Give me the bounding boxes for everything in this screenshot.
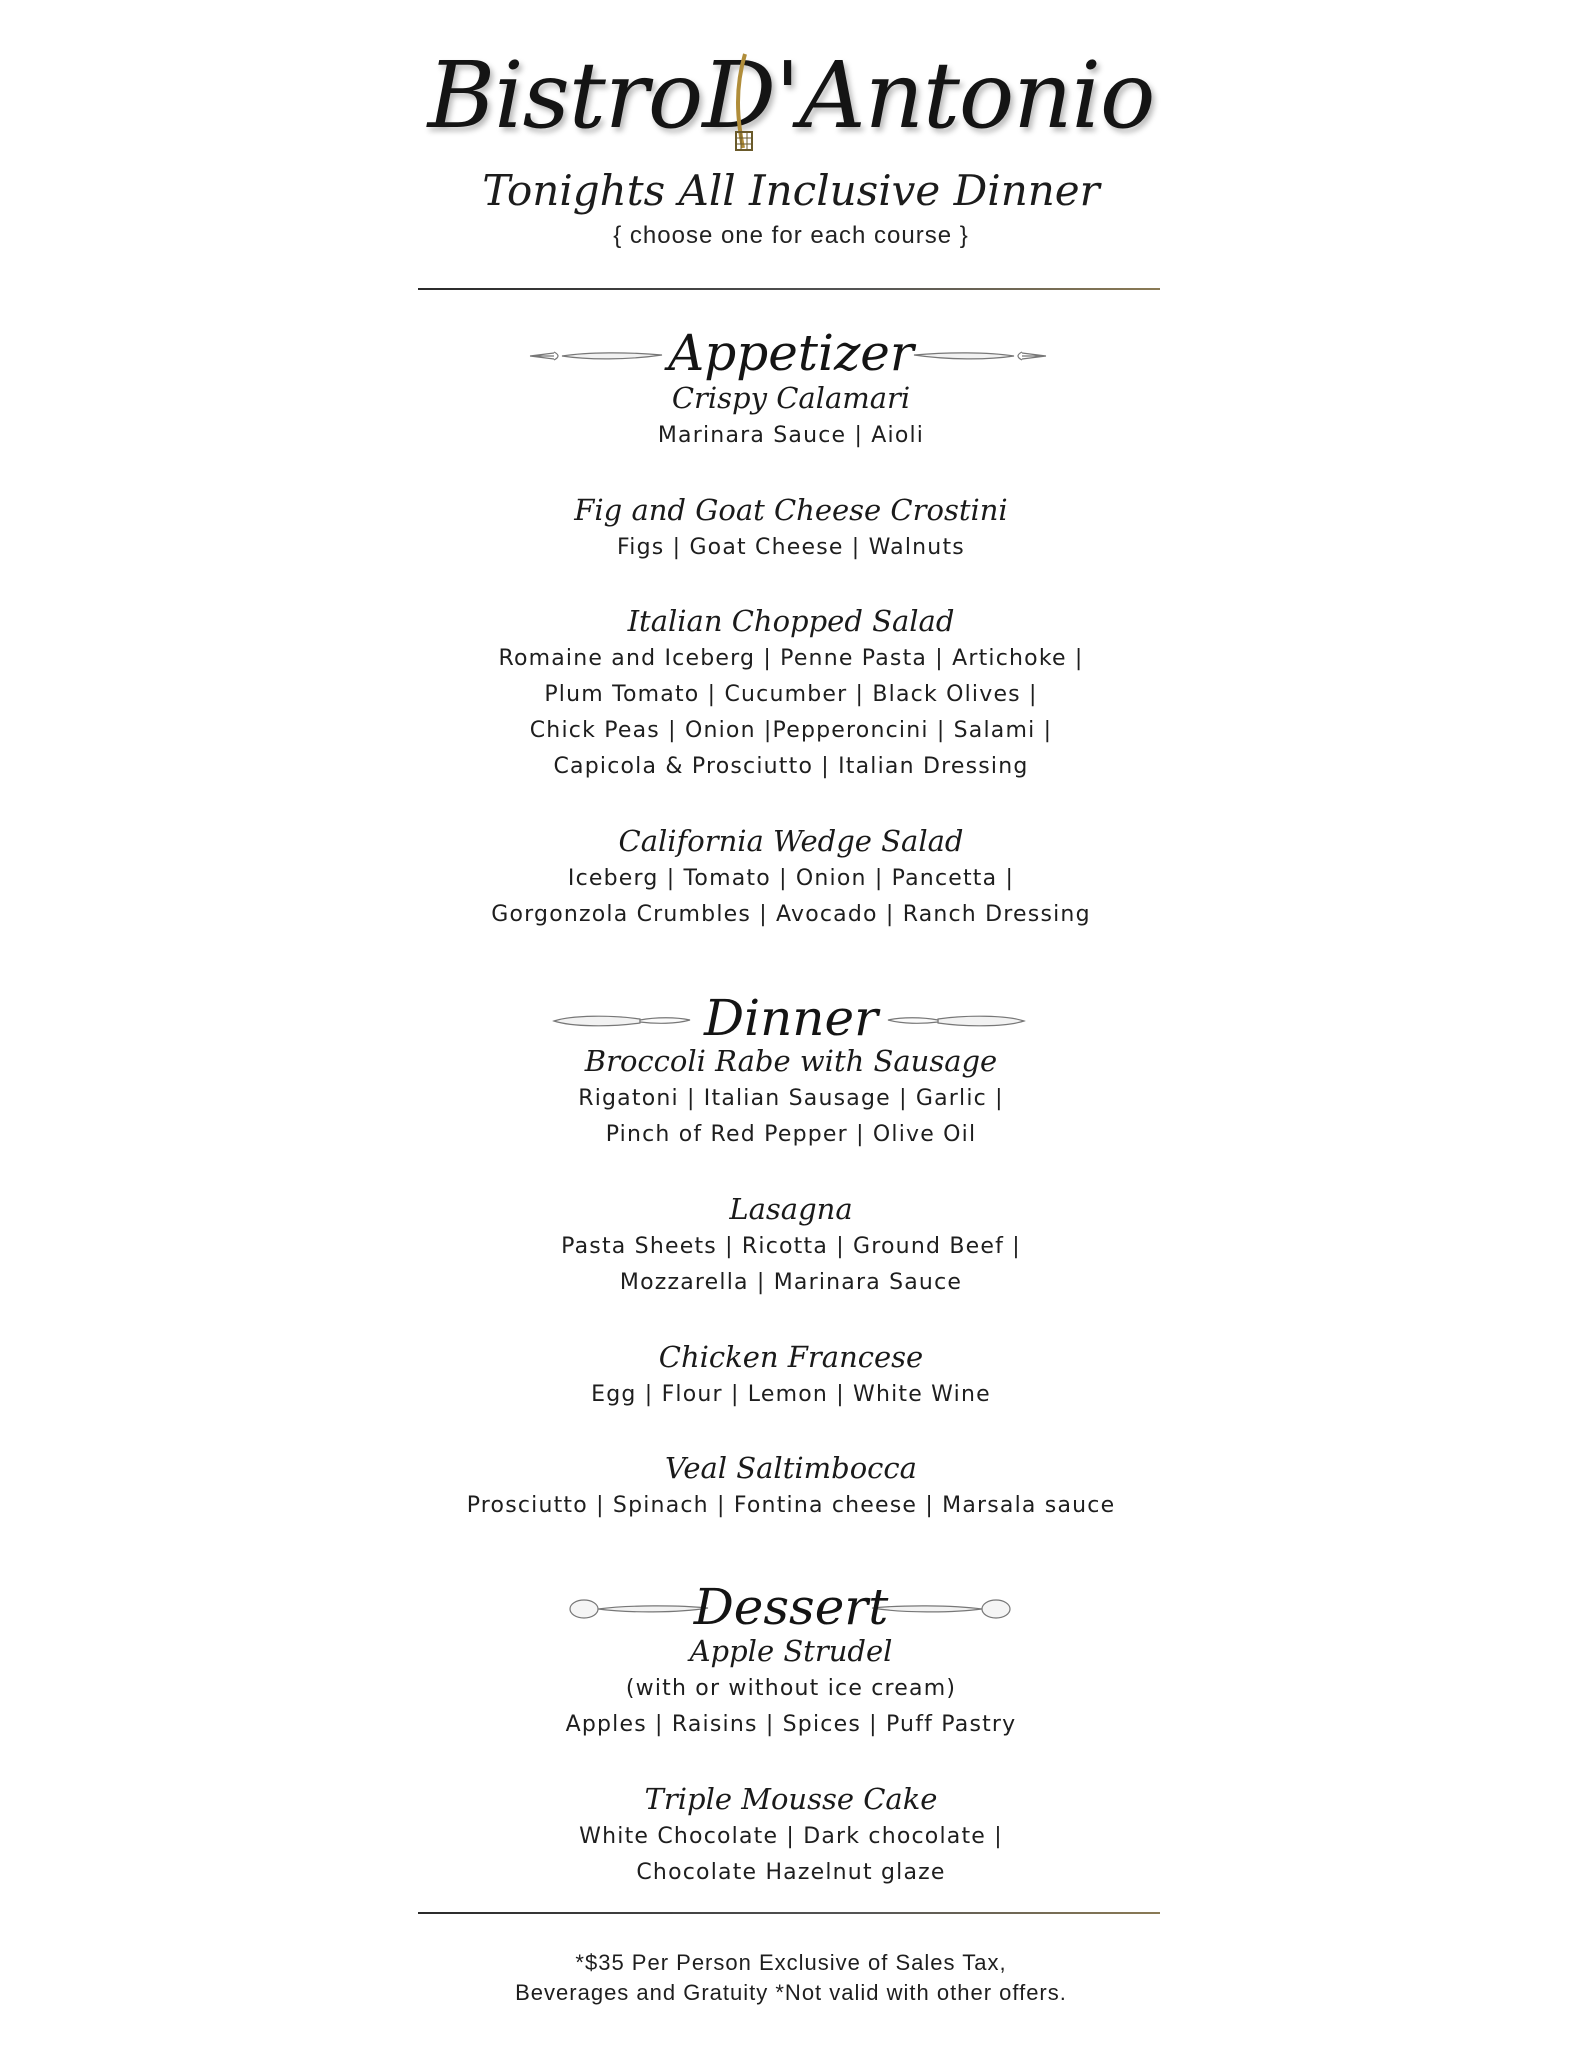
menu-item-name: Italian Chopped Salad: [627, 604, 955, 638]
menu-item-name: Apple Strudel: [689, 1634, 893, 1668]
menu-instruction: { choose one for each course }: [613, 222, 969, 249]
dessert-title: Dessert: [693, 1578, 889, 1636]
dinner-title: Dinner: [704, 989, 878, 1047]
menu-item-name: California Wedge Salad: [618, 824, 964, 858]
menu-item-name: Fig and Goat Cheese Crostini: [574, 493, 1008, 527]
footer-line: *$35 Per Person Exclusive of Sales Tax,: [575, 1950, 1007, 1975]
menu-item-name: Lasagna: [729, 1192, 853, 1226]
menu-item-desc: Capicola & Prosciutto | Italian Dressing: [553, 754, 1029, 779]
menu-item-name: Broccoli Rabe with Sausage: [584, 1044, 998, 1078]
whisk-emblem-icon: [725, 48, 765, 158]
menu-item-desc: Chick Peas | Onion |Pepperoncini | Salami |: [529, 718, 1053, 743]
menu-item-desc: Figs | Goat Cheese | Walnuts: [617, 535, 965, 560]
footer-line: Beverages and Gratuity *Not valid with other offers.: [515, 1980, 1067, 2005]
menu-item-desc: Romaine and Iceberg | Penne Pasta | Artichoke |: [498, 646, 1084, 671]
menu-item-desc: Pinch of Red Pepper | Olive Oil: [605, 1122, 977, 1147]
restaurant-logo: [0, 36, 1582, 156]
menu-item-desc: Chocolate Hazelnut glaze: [636, 1860, 946, 1885]
logo-text: BistroD'Antonio: [427, 42, 1155, 149]
menu-item-desc: Apples | Raisins | Spices | Puff Pastry: [565, 1712, 1017, 1737]
menu-item-name: Chicken Francese: [658, 1340, 924, 1374]
menu-item-desc: White Chocolate | Dark chocolate |: [579, 1824, 1003, 1849]
menu-subtitle: Tonights All Inclusive Dinner: [482, 166, 1100, 215]
menu-item-name: Veal Saltimbocca: [665, 1451, 917, 1485]
top-divider: [418, 288, 1160, 290]
menu-item-desc: Prosciutto | Spinach | Fontina cheese | Marsala sauce: [466, 1493, 1116, 1518]
menu-item-desc: Marinara Sauce | Aioli: [657, 423, 925, 448]
menu-item-name: Crispy Calamari: [671, 381, 911, 415]
menu-item-desc: Egg | Flour | Lemon | White Wine: [591, 1382, 991, 1407]
menu-item-desc: Iceberg | Tomato | Onion | Pancetta |: [567, 866, 1015, 891]
menu-item-name: Triple Mousse Cake: [644, 1782, 938, 1816]
menu-item-desc: (with or without ice cream): [625, 1676, 957, 1701]
menu-item-desc: Gorgonzola Crumbles | Avocado | Ranch Dressing: [491, 902, 1091, 927]
menu-item-desc: Mozzarella | Marinara Sauce: [619, 1270, 963, 1295]
pricing-footer: [0, 1948, 1582, 2008]
menu-item-desc: Rigatoni | Italian Sausage | Garlic |: [578, 1086, 1004, 1111]
appetizer-title: Appetizer: [668, 324, 914, 382]
menu-item-desc: Plum Tomato | Cucumber | Black Olives |: [544, 682, 1038, 707]
bottom-divider: [418, 1912, 1160, 1914]
menu-item-desc: Pasta Sheets | Ricotta | Ground Beef |: [561, 1234, 1021, 1259]
